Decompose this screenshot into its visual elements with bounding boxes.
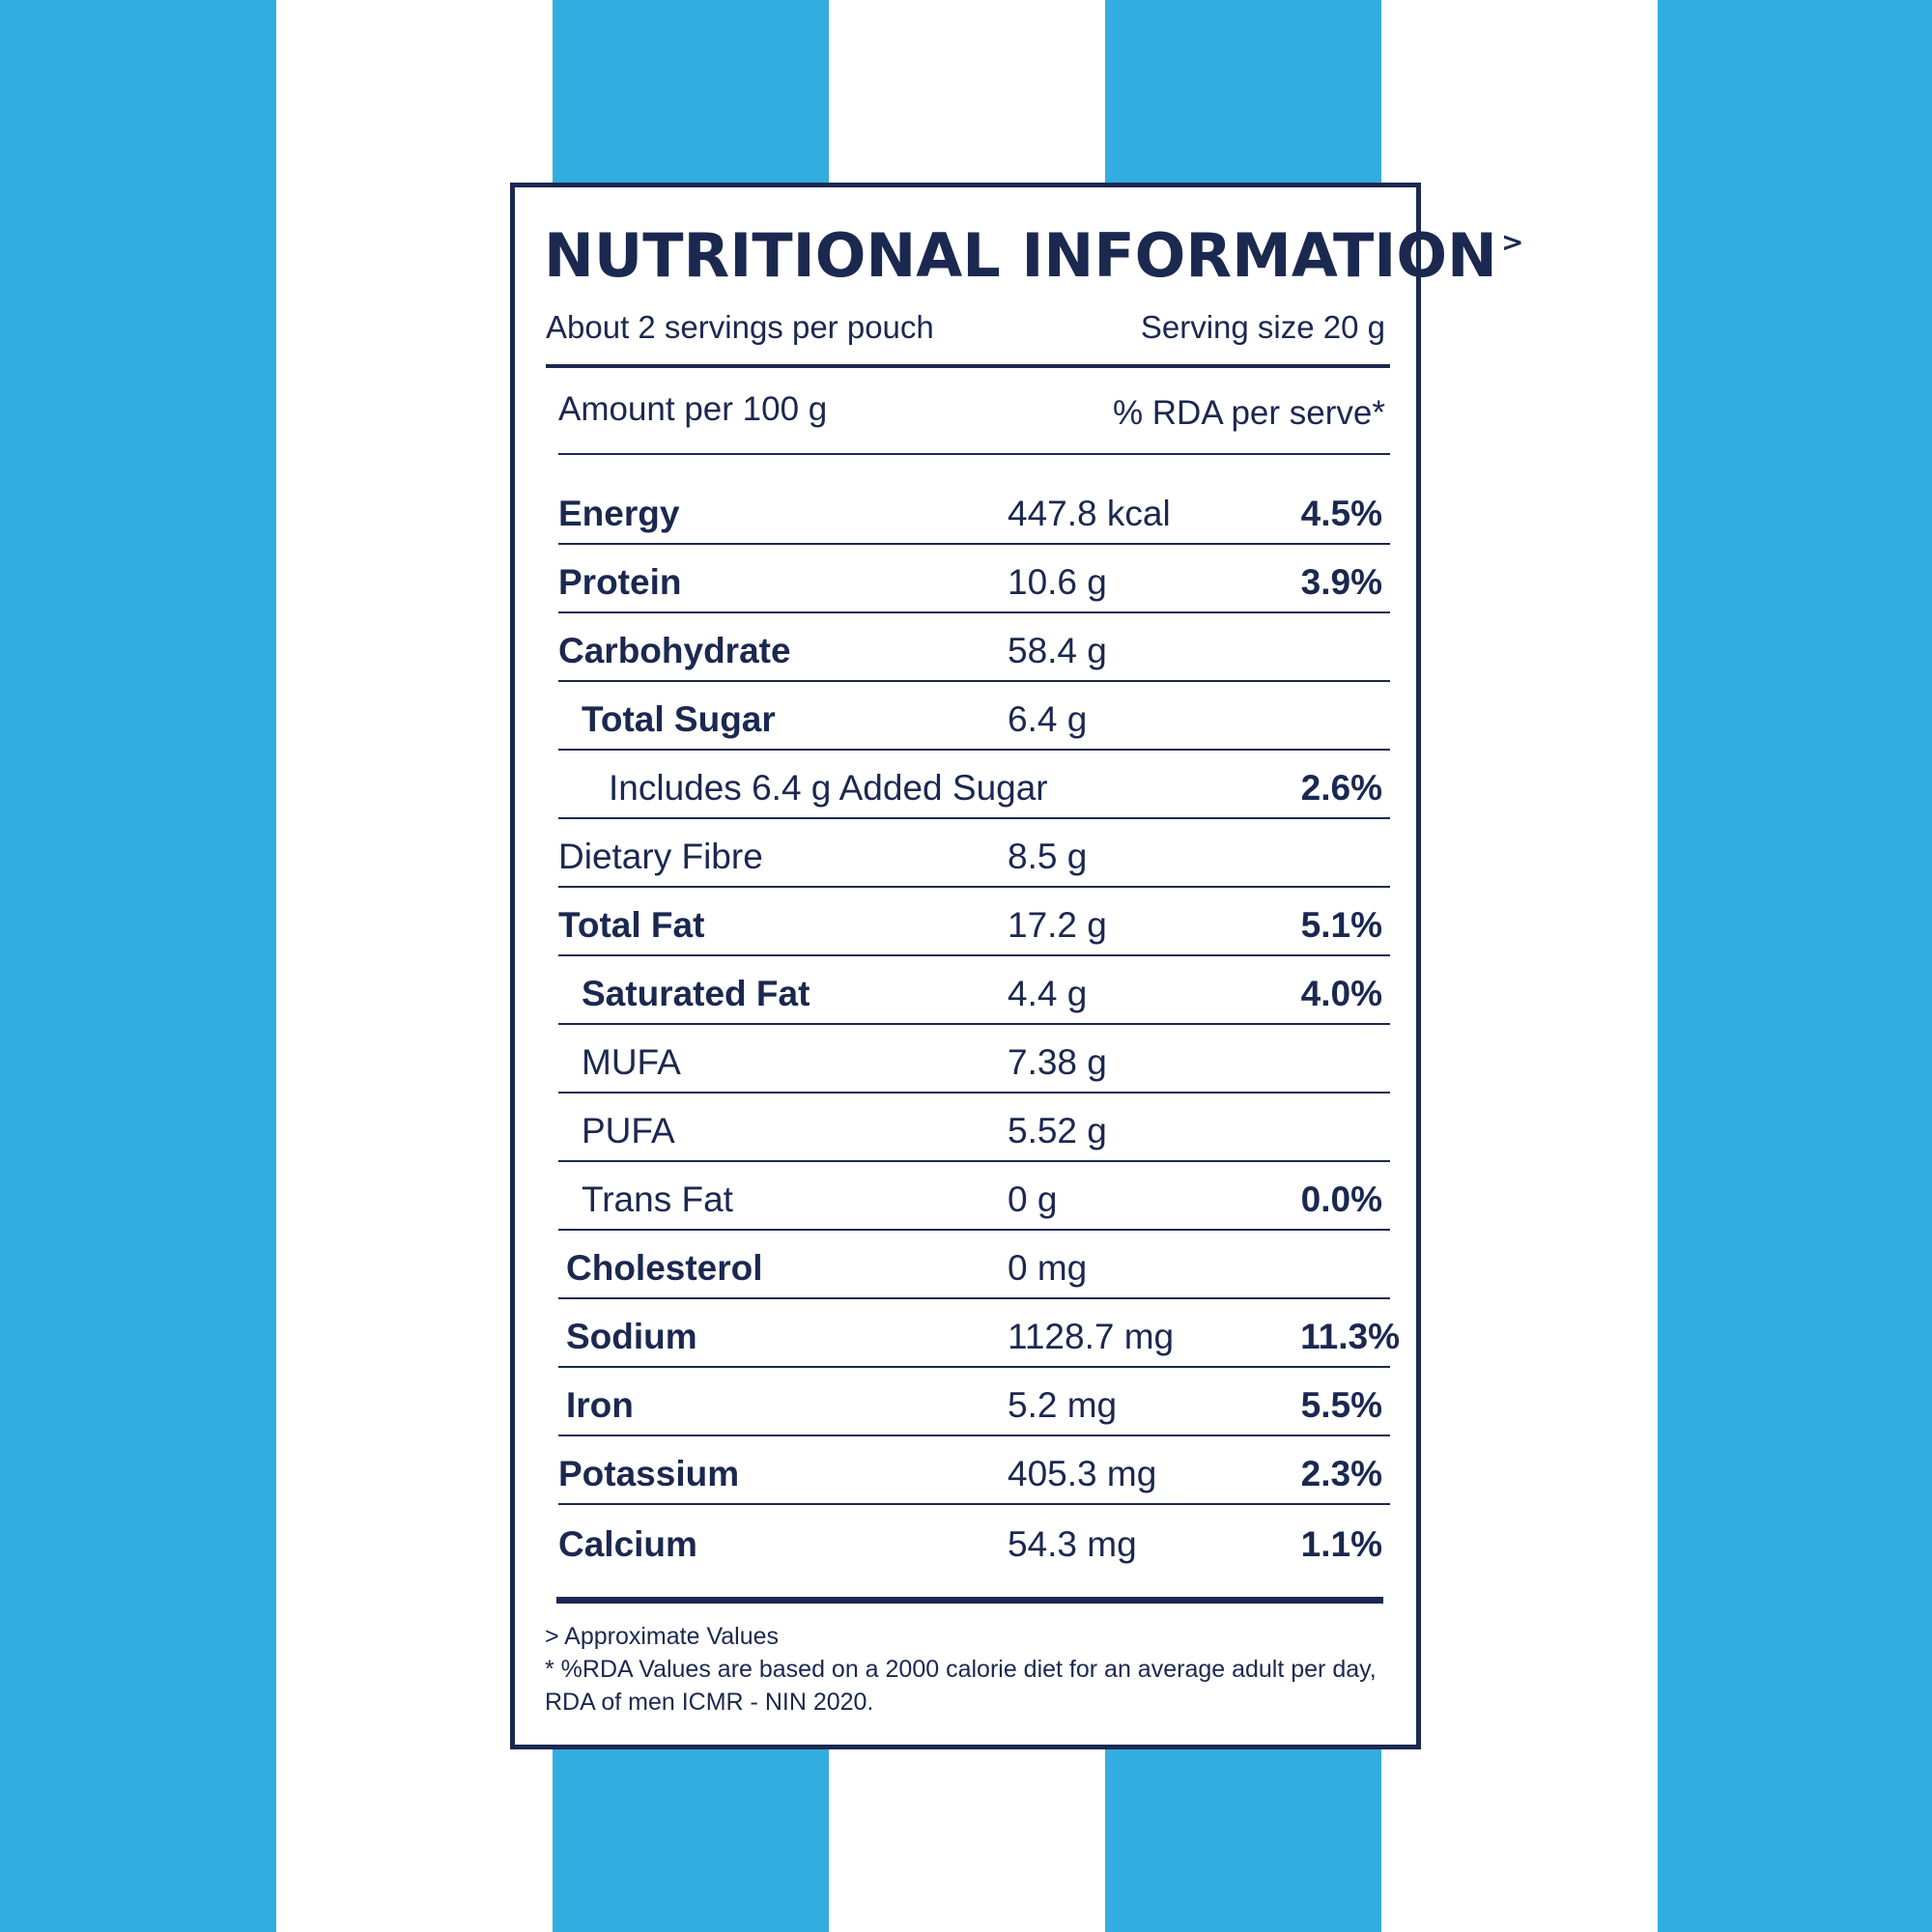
- nutrient-name: MUFA: [582, 1042, 681, 1082]
- nutrient-row-calcium: [558, 1505, 1390, 1574]
- servings-per-pack: About 2 servings per pouch: [546, 309, 934, 345]
- nutrient-rda: 11.3%: [1300, 1317, 1400, 1356]
- nutrient-rda: 4.5%: [1300, 494, 1382, 533]
- nutrient-amount: 5.2 mg: [1008, 1385, 1118, 1425]
- nutrient-amount: 10.6 g: [1008, 562, 1107, 602]
- title-footnote-mark: >: [1500, 226, 1524, 258]
- bottom-divider: [556, 1597, 1383, 1604]
- nutrient-amount: 4.4 g: [1008, 974, 1088, 1013]
- nutrient-name: Energy: [558, 494, 680, 533]
- nutrient-row-sodium: [558, 1299, 1400, 1368]
- title-text: NUTRITIONAL INFORMATION: [544, 220, 1497, 291]
- nutrient-amount: 54.3 mg: [1008, 1524, 1137, 1564]
- nutrient-row-trans-fat: [558, 1162, 1390, 1231]
- nutrient-row-total-fat: [558, 888, 1390, 956]
- nutrient-name: Calcium: [558, 1524, 697, 1564]
- nutrient-name: Dietary Fibre: [558, 837, 763, 876]
- nutrient-rda: 5.1%: [1300, 905, 1382, 945]
- nutrient-amount: 0 mg: [1008, 1248, 1088, 1288]
- label-title: [544, 220, 1524, 291]
- rda-header: % RDA per serve*: [1112, 394, 1385, 432]
- nutrient-amount: 0 g: [1008, 1179, 1058, 1219]
- nutrient-rda: 2.6%: [1300, 768, 1382, 808]
- nutrient-row-potassium: [558, 1436, 1390, 1505]
- nutrient-row-saturated-fat: [558, 956, 1390, 1025]
- nutrient-amount: 6.4 g: [1008, 699, 1088, 739]
- nutrient-name: Protein: [558, 562, 682, 602]
- nutrient-amount: 7.38 g: [1008, 1042, 1107, 1082]
- nutrient-name: Saturated Fat: [582, 974, 810, 1013]
- nutrient-row-added-sugar: [558, 751, 1390, 819]
- nutrient-name: Carbohydrate: [558, 631, 791, 670]
- nutrient-name: Total Sugar: [582, 699, 776, 739]
- nutrient-table: [558, 456, 1400, 1574]
- nutrient-amount: 1128.7 mg: [1008, 1317, 1175, 1356]
- footnote-approximate: > Approximate Values: [545, 1623, 780, 1650]
- nutrient-amount: 58.4 g: [1008, 631, 1107, 670]
- nutrient-name: Sodium: [566, 1317, 697, 1356]
- top-divider: [546, 364, 1390, 368]
- nutrient-row-mufa: [558, 1025, 1390, 1094]
- nutrient-name: Trans Fat: [582, 1179, 733, 1219]
- nutrient-row-pufa: [558, 1094, 1390, 1162]
- nutrient-amount: 17.2 g: [1008, 905, 1107, 945]
- amount-header: Amount per 100 g: [558, 390, 828, 428]
- nutrient-name: Potassium: [558, 1454, 740, 1493]
- nutrient-name: PUFA: [582, 1111, 675, 1151]
- nutrient-row-cholesterol: [558, 1231, 1390, 1299]
- nutrient-row-protein: [558, 545, 1390, 613]
- nutrient-amount: 5.52 g: [1008, 1111, 1107, 1151]
- nutrient-rda: 2.3%: [1300, 1454, 1382, 1493]
- nutrition-label: [510, 183, 1524, 1749]
- serving-size: Serving size 20 g: [1140, 309, 1385, 345]
- header-divider: [558, 453, 1390, 455]
- nutrient-name: Cholesterol: [566, 1248, 763, 1288]
- footnote-rda-source: RDA of men ICMR - NIN 2020.: [545, 1689, 874, 1716]
- nutrient-amount: 447.8 kcal: [1008, 494, 1171, 533]
- nutrient-amount: 405.3 mg: [1008, 1454, 1157, 1493]
- background-stripe: [1658, 0, 1932, 1932]
- nutrient-row-carbohydrate: [558, 613, 1390, 682]
- footnote-rda-basis: * %RDA Values are based on a 2000 calorie diet for an average adult per day,: [545, 1656, 1377, 1683]
- nutrient-rda: 1.1%: [1300, 1524, 1382, 1564]
- nutrient-row-energy: [558, 456, 1390, 545]
- nutrient-name: Includes 6.4 g Added Sugar: [609, 768, 1048, 808]
- nutrient-row-dietary-fibre: [558, 819, 1390, 888]
- background-stripe: [0, 0, 276, 1932]
- nutrient-row-iron: [558, 1368, 1390, 1436]
- nutrient-rda: 0.0%: [1300, 1179, 1382, 1219]
- nutrient-name: Iron: [566, 1385, 634, 1425]
- nutrient-rda: 5.5%: [1300, 1385, 1382, 1425]
- nutrient-name: Total Fat: [558, 905, 705, 945]
- nutrient-amount: 8.5 g: [1008, 837, 1088, 876]
- nutrient-rda: 3.9%: [1300, 562, 1382, 602]
- nutrient-rda: 4.0%: [1300, 974, 1382, 1013]
- nutrient-row-total-sugar: [558, 682, 1390, 751]
